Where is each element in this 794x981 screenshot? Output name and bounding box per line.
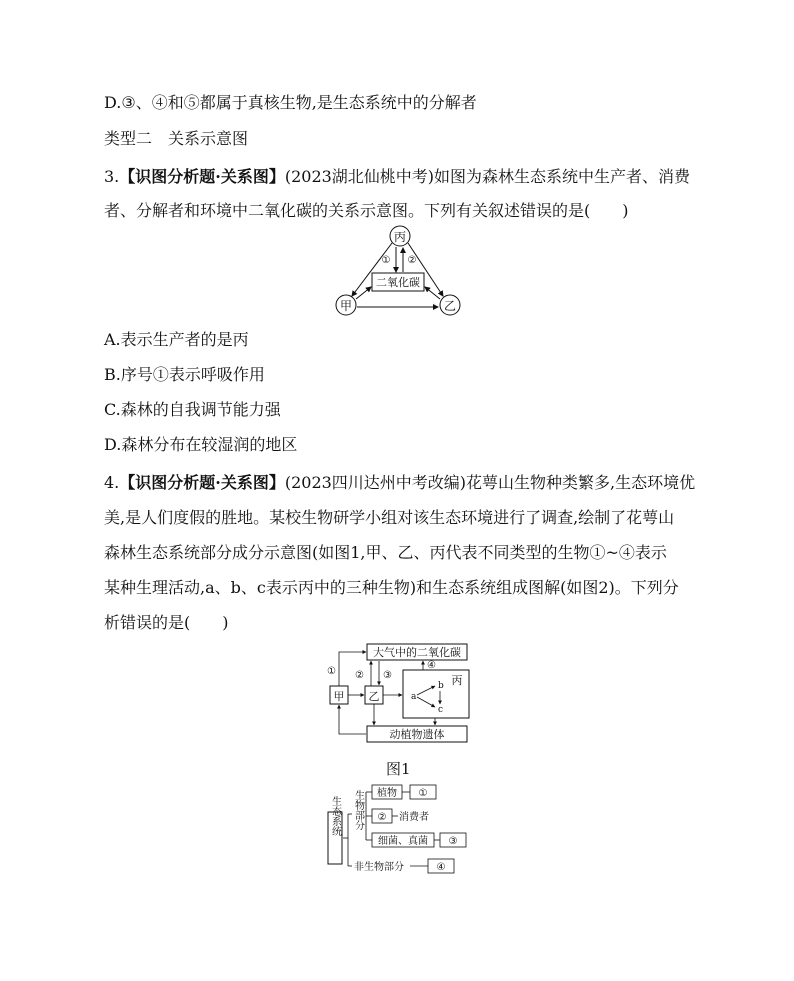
q3-node-yi-label: 乙 [443,299,457,313]
fig1-remains-label: 动植物遗体 [389,728,445,741]
fig2-decomposer: 细菌、真菌 [378,836,428,847]
q3-option-d: D.森林分布在较湿润的地区 [104,435,298,454]
q4-line5: 析错误的是( ) [104,613,229,632]
fig2-nonbio: 非生物部分 [354,862,404,873]
q4-line3: 森林生态系统部分成分示意图(如图1,甲、乙、丙代表不同类型的生物①~④表示 [104,543,667,562]
fig2-slot1: ① [418,788,428,799]
fig1-n4: ④ [427,660,436,671]
q4-number: 4. [104,473,120,492]
fig1-bing-label: 丙 [451,674,463,687]
fig2-slot2: ② [377,812,387,823]
fig2-slot4: ④ [436,862,446,873]
q3-arrow-jia-co2 [356,287,371,299]
fig1-n2: ② [355,670,364,681]
fig1-a: a [411,692,417,702]
q3-node-bing-label: 丙 [393,230,407,244]
q3-line1 [104,164,690,187]
q3-diagram [330,225,470,317]
q4-figure1 [315,640,475,745]
q4-line1 [104,470,695,493]
fig1-b: b [438,681,444,691]
q4-figure2 [326,784,476,874]
fig1-c: c [438,705,444,715]
section-heading: 类型二 关系示意图 [104,129,249,148]
fig1-caption: 图1 [386,760,411,778]
q3-line1-text: (2023湖北仙桃中考)如图为森林生态系统中生产者、消费 [284,167,691,186]
fig1-node-yi-label: 乙 [368,690,380,703]
q3-option-c: C.森林的自我调节能力强 [104,400,281,419]
fig2-plants: 植物 [377,788,397,799]
fig2-slot3: ③ [448,836,458,847]
fig1-n1: ① [327,666,336,677]
fig2-consumer: 消费者 [399,812,429,823]
q3-co2-label: 二氧化碳 [376,276,420,289]
q4-line2: 美,是人们度假的胜地。某校生物研学小组对该生态环境进行了调查,绘制了花萼山 [104,508,675,527]
fig1-n3: ③ [383,670,392,681]
q3-option-a: A.表示生产者的是丙 [104,330,249,349]
q3-node-jia-label: 甲 [339,299,353,313]
fig1-arrow-remains-jia [339,705,366,734]
q3-arrow1-label: ① [381,255,391,266]
option-d-prev: D.③、④和⑤都属于真核生物,是生态系统中的分解者 [104,93,477,112]
fig2-root-label: 生态系统 [329,796,341,836]
q3-line2: 者、分解者和环境中二氧化碳的关系示意图。下列有关叙述错误的是( ) [104,201,629,220]
q3-tag: 【识图分析题·关系图】 [119,167,285,186]
q4-tag: 【识图分析题·关系图】 [119,473,285,492]
fig2-bio-label: 生物部分 [352,790,364,830]
fig1-co2-label: 大气中的二氧化碳 [373,646,461,659]
q3-arrow2-label: ② [407,255,417,266]
q4-line1-text: (2023四川达州中考改编)花萼山生物种类繁多,生态环境优 [284,473,696,492]
q3-number: 3. [104,167,120,186]
fig1-node-jia-label: 甲 [333,690,345,703]
q3-option-b: B.序号①表示呼吸作用 [104,365,265,384]
q4-line4: 某种生理活动,a、b、c表示丙中的三种生物)和生态系统组成图解(如图2)。下列分 [104,578,679,597]
